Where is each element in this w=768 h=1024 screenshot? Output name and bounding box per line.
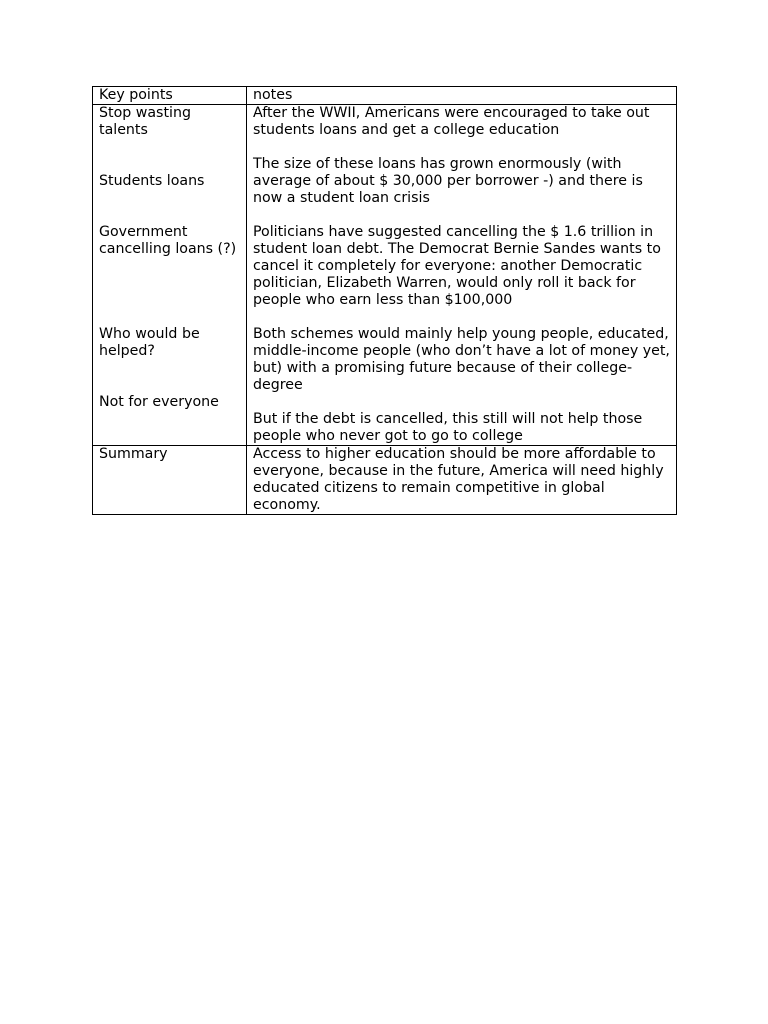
notes-table (92, 86, 677, 515)
key-point: Stop wasting talents (99, 105, 191, 138)
table-row (93, 105, 677, 446)
summary-note: Access to higher education should be more affordable to everyone, because in the future, America will need highly educated citizens to remain competitive in global economy. (247, 446, 677, 515)
key-point: Who would be helped? (99, 326, 200, 359)
note-paragraph: Politicians have suggested cancelling the $ 1.6 trillion in student loan debt. The Democrat Bernie Sandes wants to cancel it completely for everyone: another Democratic politician, Elizabeth Warren, would only roll it back for people who earn less than $100,000 (253, 224, 661, 308)
note-paragraph: But if the debt is cancelled, this still will not help those people who never got to go to college (253, 411, 643, 444)
key-point: Students loans (99, 173, 205, 189)
key-point: Not for everyone (99, 394, 219, 410)
note-paragraph: The size of these loans has grown enormously (with average of about $ 30,000 per borrower -) and there is now a student loan crisis (253, 156, 643, 206)
key-point: Government cancelling loans (?) (99, 224, 237, 257)
summary-key: Summary (93, 446, 247, 515)
key-points-cell (93, 105, 247, 446)
note-paragraph: After the WWII, Americans were encouraged to take out students loans and get a college education (253, 105, 650, 138)
key-points-header: Key points (93, 87, 247, 105)
summary-row (93, 446, 677, 515)
notes-header: notes (247, 87, 677, 105)
table-header-row (93, 87, 677, 105)
notes-cell (247, 105, 677, 446)
note-paragraph: Both schemes would mainly help young people, educated, middle-income people (who don’t have a lot of money yet, but) with a promising future because of their college-degree (253, 326, 670, 393)
